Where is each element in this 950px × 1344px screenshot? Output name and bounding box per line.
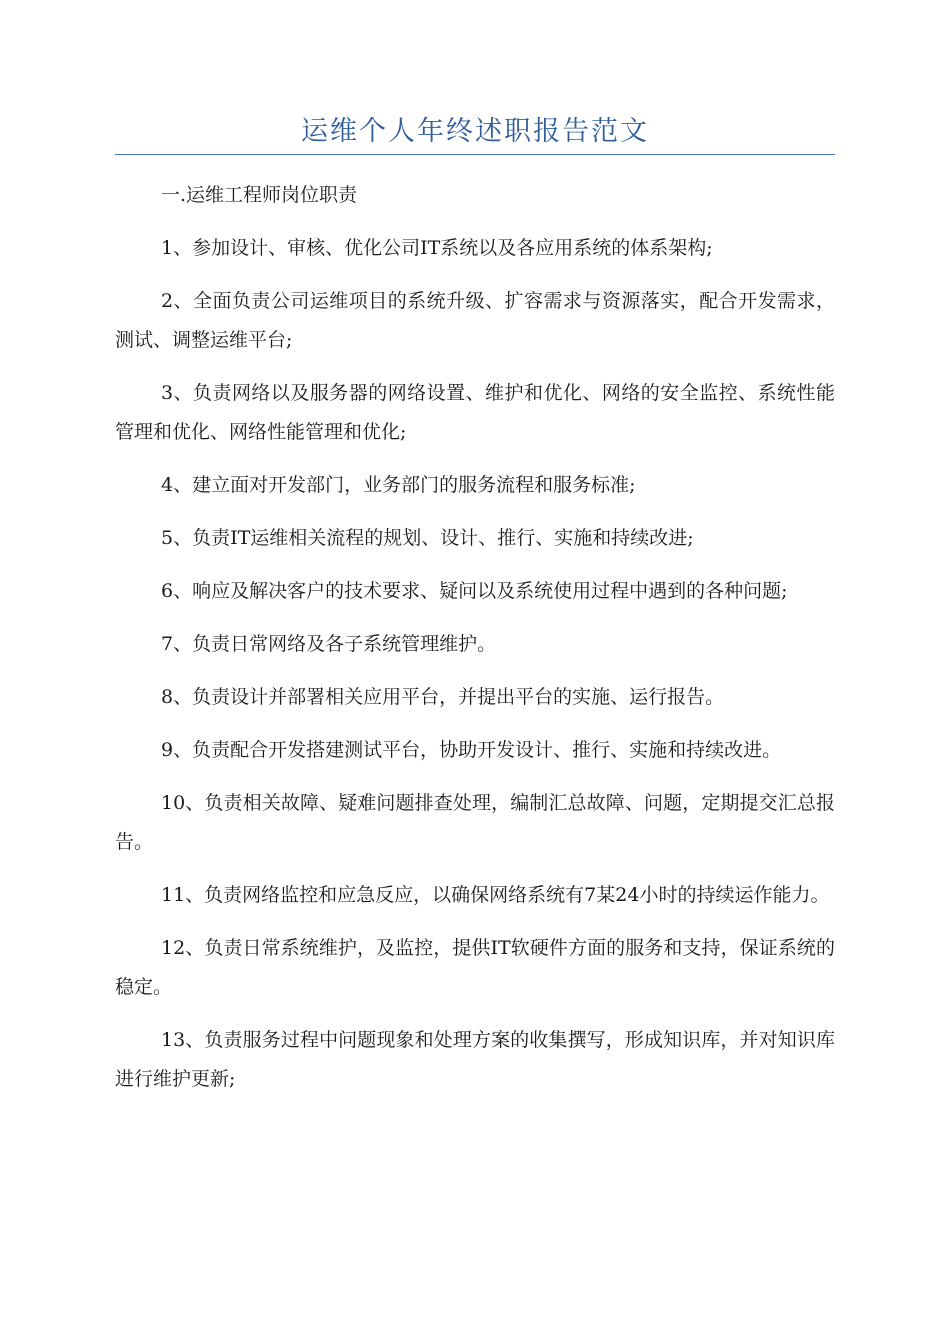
duty-item-5: 5、负责IT运维相关流程的规划、设计、推行、实施和持续改进; bbox=[161, 527, 694, 549]
duty-item-13: 13、负责服务过程中问题现象和处理方案的收集撰写，形成知识库，并对知识库进行维护更新; bbox=[115, 1029, 835, 1090]
duty-item-6: 6、响应及解决客户的技术要求、疑问以及系统使用过程中遇到的各种问题; bbox=[161, 580, 788, 602]
duty-item-11: 11、负责网络监控和应急反应，以确保网络系统有7某24小时的持续运作能力。 bbox=[161, 884, 830, 906]
document-body bbox=[115, 176, 835, 1113]
duty-item-2: 2、全面负责公司运维项目的系统升级、扩容需求与资源落实，配合开发需求，测试、调整运维平台; bbox=[115, 290, 835, 351]
duty-item-1: 1、参加设计、审核、优化公司IT系统以及各应用系统的体系架构; bbox=[161, 237, 713, 259]
duty-item-4: 4、建立面对开发部门，业务部门的服务流程和服务标准; bbox=[161, 474, 636, 496]
duty-item-12: 12、负责日常系统维护，及监控，提供IT软硬件方面的服务和支持，保证系统的稳定。 bbox=[115, 937, 835, 998]
duty-item-9: 9、负责配合开发搭建测试平台，协助开发设计、推行、实施和持续改进。 bbox=[161, 739, 782, 761]
duty-item-7: 7、负责日常网络及各子系统管理维护。 bbox=[161, 633, 497, 655]
document-title: 运维个人年终述职报告范文 bbox=[301, 116, 649, 147]
duty-item-3: 3、负责网络以及服务器的网络设置、维护和优化、网络的安全监控、系统性能管理和优化、网络性能管理和优化; bbox=[115, 382, 835, 443]
title-underline bbox=[115, 154, 835, 155]
section-heading: 一.运维工程师岗位职责 bbox=[161, 184, 358, 206]
duty-item-8: 8、负责设计并部署相关应用平台，并提出平台的实施、运行报告。 bbox=[161, 686, 725, 708]
duty-item-10: 10、负责相关故障、疑难问题排查处理，编制汇总故障、问题，定期提交汇总报告。 bbox=[115, 792, 835, 853]
